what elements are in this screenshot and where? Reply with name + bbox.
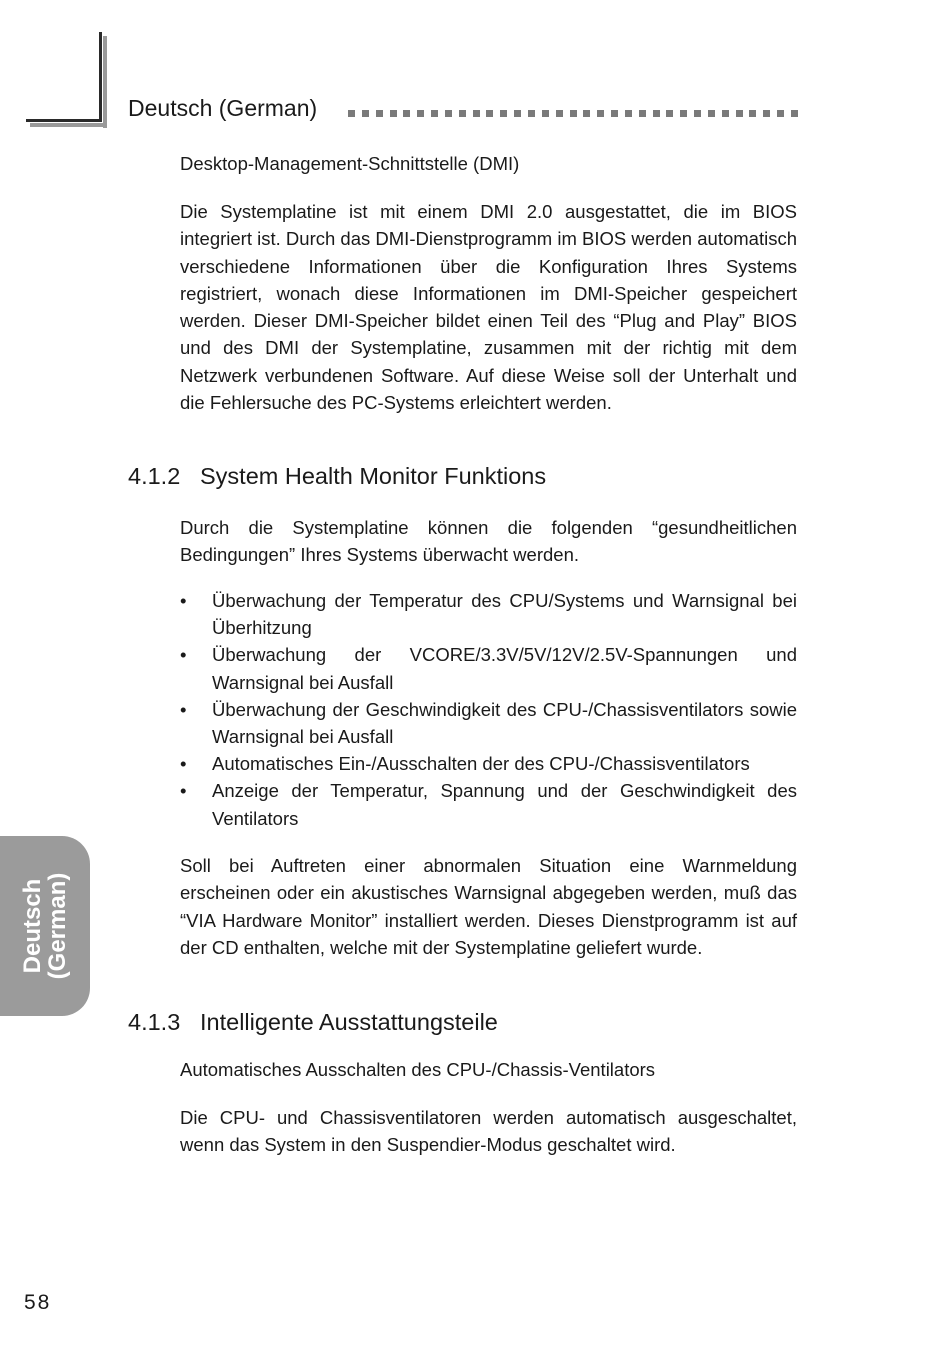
section-412-intro: Durch die Systemplatine können die folgenden “gesundheitlichen Bedingungen” Ihres Systems überwacht werden. [180, 517, 797, 566]
header-dot [680, 110, 687, 117]
list-item [180, 777, 797, 831]
list-item-text: Überwachung der Geschwindigkeit des CPU-/Chassisventilators sowie Warnsignal bei Ausfall [212, 698, 797, 748]
header-dot [722, 110, 729, 117]
dmi-heading: Desktop-Management-Schnittstelle (DMI) [180, 153, 520, 174]
corner-mark-shadow-vertical [103, 36, 107, 128]
header-dot [514, 110, 521, 117]
bullet-dot: • [180, 780, 187, 802]
section-413-title: Intelligente Ausstattungsteile [200, 1009, 498, 1035]
list-item-text: Überwachung der VCORE/3.3V/5V/12V/2.5V-Spannungen und Warnsignal bei Ausfall [212, 644, 797, 693]
bullet-dot: • [180, 698, 187, 720]
header-dot [639, 110, 646, 117]
language-side-tab [0, 836, 90, 1016]
corner-mark-shadow-horizontal [30, 123, 107, 127]
header-dot [417, 110, 424, 117]
header-dot [611, 110, 618, 117]
header-dot [763, 110, 770, 117]
section-413-subheading: Automatisches Ausschalten des CPU-/Chassis-Ventilators [180, 1059, 656, 1080]
bullet-dot: • [180, 644, 187, 666]
side-tab-label [20, 873, 70, 980]
header-dot [500, 110, 507, 117]
header-dot [445, 110, 452, 117]
dmi-paragraph: Die Systemplatine ist mit einem DMI 2.0 ausgestattet, die im BIOS integriert ist. Durch das DMI-Dienstprogramm im BIOS werden automatisch verschiedene Informationen über die Konfiguration Ihres Systems registriert, wonach diese Informationen im DMI-Speicher gespeichert werden. Dieser DMI-Speicher bildet einen Teil des “Plug and Play” BIOS und des DMI der Systemplatine, zusammen mit der richtig mit dem Netzwerk verbundenen Software. Auf diese Weise soll der Unterhalt und die Fehlersuche des PC-Systems erleichtert werden. [180, 201, 797, 414]
section-412-outro: Soll bei Auftreten einer abnormalen Situation eine Warnmeldung erscheinen oder ein akustisches Warnsignal abgegeben werden, muß das “VIA Hardware Monitor” installiert werden. Dieses Dienstprogramm ist auf der CD enthalten, welche mit der Systemplatine geliefert wurde. [180, 855, 797, 958]
list-item [180, 750, 797, 777]
section-412-title: System Health Monitor Funktions [200, 463, 547, 489]
section-413-paragraph: Die CPU- und Chassisventilatoren werden automatisch ausgeschaltet, wenn das System in den Suspendier-Modus geschaltet wird. [180, 1107, 797, 1156]
header-dot [556, 110, 563, 117]
header-dot [473, 110, 480, 117]
header-dot [431, 110, 438, 117]
section-412-number: 4.1.2 [128, 463, 181, 489]
page-number: 58 [24, 1291, 52, 1314]
corner-mark-vertical [99, 32, 102, 122]
header-dot [486, 110, 493, 117]
list-item [180, 641, 797, 695]
list-item [180, 587, 797, 641]
header-dot [362, 110, 369, 117]
header-dot [694, 110, 701, 117]
header-dot [708, 110, 715, 117]
side-tab-line-2: (German) [44, 872, 71, 980]
corner-mark-horizontal [26, 119, 102, 122]
side-tab-line-1: Deutsch [19, 878, 46, 974]
header-dot [597, 110, 604, 117]
header-dot [528, 110, 535, 117]
section-413-heading [128, 1007, 498, 1037]
header-dot [542, 110, 549, 117]
header-dot [348, 110, 355, 117]
header-dotted-rule [348, 110, 798, 118]
header-dot [459, 110, 466, 117]
health-monitor-bullet-list [180, 587, 797, 832]
bullet-dot: • [180, 590, 187, 611]
header-dot [583, 110, 590, 117]
header-dot [625, 110, 632, 117]
header-dot [791, 110, 798, 117]
header-dot [570, 110, 577, 117]
header-dot [390, 110, 397, 117]
header-dot [749, 110, 756, 117]
bullet-dot: • [180, 753, 187, 775]
header-dot [376, 110, 383, 117]
header-dot [777, 110, 784, 117]
header-dot [653, 110, 660, 117]
section-413-number: 4.1.3 [128, 1009, 181, 1035]
header-dot [403, 110, 410, 117]
page-header-title: Deutsch (German) [128, 95, 318, 121]
list-item-text: Automatisches Ein-/Ausschalten der des CPU-/Chassisventilators [212, 753, 750, 775]
list-item [180, 696, 797, 750]
header-dot [666, 110, 673, 117]
header-dot [736, 110, 743, 117]
section-412-heading [128, 461, 546, 491]
list-item-text: Überwachung der Temperatur des CPU/Systems und Warnsignal bei Überhitzung [212, 590, 797, 639]
list-item-text: Anzeige der Temperatur, Spannung und der Geschwindigkeit des Ventilators [212, 780, 797, 829]
